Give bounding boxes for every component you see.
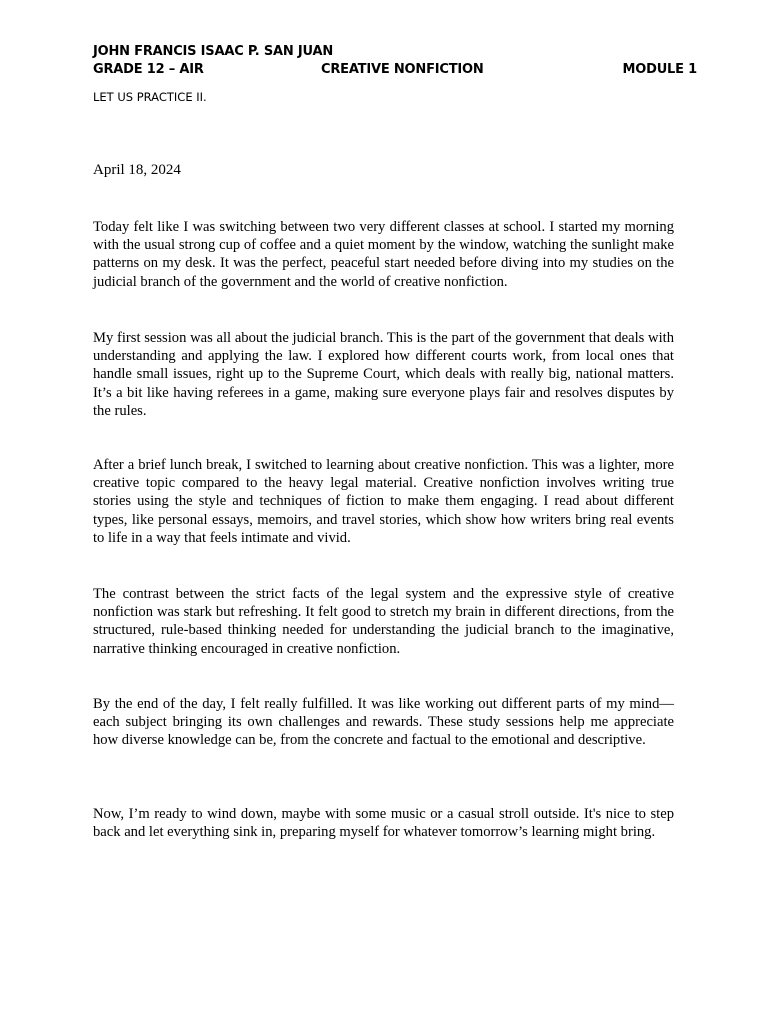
paragraph-5: By the end of the day, I felt really fulfilled. It was like working out different parts of my mind—each subject bringing its own challenges and rewards. These study sessions help me appreciate how diverse knowledge can be, from the concrete and factual to the emotional and descriptive.	[93, 696, 674, 749]
paragraph-6: Now, I’m ready to wind down, maybe with some music or a casual stroll outside. It's nice to step back and let everything sink in, preparing myself for whatever tomorrow’s learning might bring.	[93, 806, 674, 841]
paragraph-3: After a brief lunch break, I switched to learning about creative nonfiction. This was a lighter, more creative topic compared to the heavy legal material. Creative nonfiction involves writing true stories using the style and techniques of fiction to make them engaging. I read about different types, like personal essays, memoirs, and travel stories, which show how writers bring real events to life in a way that feels intimate and vivid.	[93, 457, 674, 546]
paragraph-1: Today felt like I was switching between two very different classes at school. I started my morning with the usual strong cup of coffee and a quiet moment by the window, watching the sunlight make patterns on my desk. It was the perfect, peaceful start needed before diving into my studies on the judicial branch of the government and the world of creative nonfiction.	[93, 219, 674, 290]
header-info-row	[93, 61, 697, 79]
student-name: JOHN FRANCIS ISAAC P. SAN JUAN	[93, 44, 334, 59]
paragraph-4: The contrast between the strict facts of the legal system and the expressive style of creative nonfiction was stark but refreshing. It felt good to stretch my brain in different directions, from the structured, rule-based thinking needed for understanding the judicial branch to the imaginative, narrative thinking encouraged in creative nonfiction.	[93, 586, 674, 657]
grade-section: GRADE 12 – AIR	[93, 62, 204, 77]
activity-title: LET US PRACTICE II.	[93, 90, 207, 104]
module-label: MODULE 1	[622, 62, 697, 77]
document-header	[93, 43, 697, 79]
paragraph-2: My first session was all about the judicial branch. This is the part of the government that deals with understanding and applying the law. I explored how different courts work, from local ones that handle small issues, right up to the Supreme Court, which deals with really big, national matters. It’s a bit like having referees in a game, making sure everyone plays fair and resolves disputes by the rules.	[93, 330, 674, 419]
course-title: CREATIVE NONFICTION	[321, 62, 484, 77]
header-name-row	[93, 43, 697, 61]
entry-date: April 18, 2024	[93, 162, 181, 178]
